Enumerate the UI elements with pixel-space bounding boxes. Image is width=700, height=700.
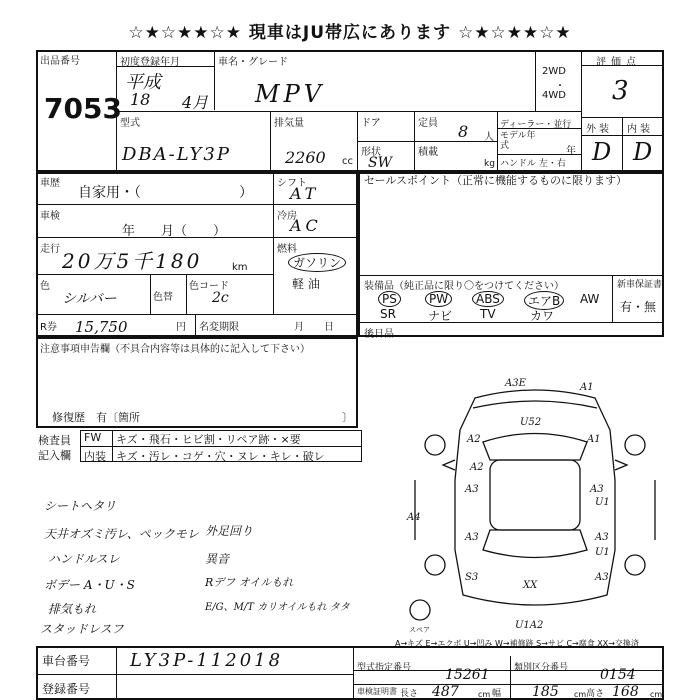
displacement-value: 2260 (285, 148, 326, 167)
dims-label: 車検証明書 (357, 687, 397, 696)
fuel-gas: ガソリン (288, 253, 346, 272)
repair-label: 修復歴 有〔箇所 (52, 411, 140, 424)
length-unit: cm (478, 690, 491, 699)
diag-label-6: A3 (590, 484, 604, 495)
int-insp-label: 内装 (84, 450, 106, 463)
height-value: 168 (612, 684, 639, 700)
recycle-value: 15,750 (75, 318, 128, 336)
load-label: 積載 (418, 147, 438, 158)
diag-label-14: A3 (595, 572, 609, 583)
diag-label-12: S3 (465, 572, 479, 583)
category-label: 類別区分番号 (514, 663, 569, 673)
shift-value: AT (290, 184, 320, 203)
typecert-value: 15261 (445, 667, 490, 683)
equip-tv: TV (480, 307, 496, 321)
ext-value: D (592, 138, 612, 166)
ac-value: AC (290, 216, 322, 235)
equip-sr: SR (380, 307, 396, 321)
mileage-unit: km (232, 262, 248, 273)
color-value: シルバー (62, 291, 117, 307)
door-label: ドア (361, 118, 381, 129)
diag-label-9: A4 (407, 512, 421, 523)
rating-label: 評価点 (596, 57, 641, 68)
diag-label-4: A1 (580, 382, 594, 393)
diag-label-11: U1 (595, 547, 610, 558)
car-label: 車名・グレード (218, 57, 288, 68)
modelyear-unit: 年 (566, 146, 576, 157)
diag-label-1: A2 (467, 434, 481, 445)
handle-label: ハンドル 左・右 (500, 159, 566, 169)
drive-dot: ・ (555, 81, 565, 92)
capacity-value: 8 (458, 122, 469, 141)
color-code-value: 2c (212, 290, 229, 306)
history-label: 車歴 (40, 178, 60, 189)
inspector-label1: 検査員 (38, 434, 71, 447)
handnote-1: シートヘタリ (44, 499, 117, 513)
handnote-3: ハンドルスレ (48, 552, 120, 566)
typecert-label: 型式指定番号 (357, 663, 412, 673)
car-diagram (395, 370, 675, 640)
shift-label: シフト (277, 178, 307, 189)
capacity-label: 定員 (418, 118, 438, 129)
car-name: MPV (255, 80, 326, 108)
equip-abs: ABS (472, 291, 504, 307)
inspector-label2: 記入欄 (38, 449, 71, 462)
equip-pw: PW (425, 291, 452, 307)
equip-leather: カワ (530, 309, 555, 323)
banner: ☆★☆★★☆★ 現車はJU帯広にあります ☆★☆★★☆★ (128, 23, 572, 43)
diag-label-0: A3E (505, 378, 526, 389)
sales-label: セールスポイント（正常に機能するものに限ります） (364, 174, 628, 187)
equip-ps: PS (378, 291, 401, 307)
int-label: 内装 (627, 124, 653, 135)
int-value: D (633, 138, 653, 166)
handnote2-3: Rデフ オイルもれ (205, 576, 294, 589)
displacement-label: 排気量 (274, 118, 304, 129)
diag-label-7: U1 (595, 497, 610, 508)
ac-label: 冷房 (277, 211, 297, 222)
diag-label-10: A3 (595, 532, 609, 543)
chassis-value: LY3P-112018 (130, 650, 284, 671)
length-value: 487 (432, 684, 459, 700)
dealer-label: ディーラー・並行 (500, 120, 572, 130)
diag-label-16: A2 (470, 462, 484, 473)
mileage-label: 走行 (40, 244, 60, 255)
mileage-value: 20万5千180 (62, 249, 203, 273)
fw-label: FW (84, 431, 102, 444)
handnote2-1: 外足回り (205, 524, 254, 538)
lot-label: 出品番号 (40, 56, 80, 67)
handnote-6: スタッドレスフ (40, 622, 124, 636)
namechange-value: 月 日 (294, 322, 334, 333)
ext-label: 外装 (586, 124, 612, 135)
fuel-light: 軽 油 (292, 277, 320, 291)
reg-month: 4月 (182, 93, 209, 112)
height-label: 高さ (586, 689, 605, 699)
equipment-label: 装備品（純正品に限り〇をつけてください） (364, 281, 564, 292)
registration-label: 登録番号 (42, 682, 91, 696)
drive-4wd: 4WD (542, 90, 566, 101)
width-value: 185 (532, 684, 559, 700)
width-label: 幅 (492, 689, 502, 699)
lot-number: 7053 (44, 92, 122, 125)
inspection-value: 年 月（ ） (122, 224, 227, 239)
color-code-label: 色コード (189, 281, 229, 292)
repair-close: 〕 (342, 411, 353, 424)
diag-spare: スペア (409, 626, 430, 634)
inspection-label: 車検 (40, 211, 60, 222)
shape-label: 形状 (361, 147, 381, 158)
diag-label-13: XX (523, 580, 538, 591)
recycle-label: R券 (40, 322, 57, 333)
load-unit: kg (484, 159, 495, 169)
color-exchange: 色替 (153, 292, 173, 303)
recycle-unit: 円 (176, 322, 186, 333)
shape-value: SW (368, 155, 392, 171)
equip-airbag: エアB (524, 291, 564, 310)
diag-label-15: U1A2 (515, 620, 544, 631)
namechange-label: 名変期限 (199, 322, 239, 333)
width-unit: cm (574, 690, 587, 699)
handnote-2: 天井オズミ汚レ、ペックモレ (44, 527, 199, 541)
diag-label-3: A1 (587, 434, 601, 445)
modelyear-label: モデル年式 (500, 131, 536, 151)
reg-era: 平成 (125, 72, 161, 93)
chassis-label: 車台番号 (42, 654, 91, 668)
height-unit: cm (650, 690, 663, 699)
diagram-legend: A→キズ E→エクボ U→凹み W→補修跡 S→サビ C→腐食 XX→交換済 (395, 639, 639, 648)
handnote-4: ボデー A・U・S (44, 578, 135, 592)
fw-text: キズ・飛石・ヒビ割・リペア跡・×要 (116, 433, 301, 446)
int-insp-text: キズ・汚レ・コゲ・穴・ヌレ・キレ・破レ (116, 450, 325, 463)
equip-aw: AW (580, 292, 600, 306)
model-label: 型式 (120, 118, 140, 129)
displacement-unit: cc (342, 156, 353, 167)
reg-year: 18 (130, 90, 151, 109)
handnote-5: 排気もれ (48, 602, 97, 616)
capacity-unit: 人 (484, 132, 494, 143)
drive-2wd: 2WD (542, 66, 566, 77)
fuel-label: 燃料 (277, 244, 297, 255)
diag-label-5: A3 (465, 484, 479, 495)
model-value: DBA-LY3P (122, 144, 231, 165)
warranty-label: 新車保証書 (617, 280, 663, 290)
handnote2-4: E/G、M/T カリオイルもれ タタ (205, 602, 350, 613)
notes-label: 注意事項申告欄（不具合内容等は具体的に記入して下さい） (40, 344, 310, 355)
color-label: 色 (40, 281, 50, 292)
handnote2-2: 異音 (205, 552, 230, 566)
length-label: 長さ (400, 689, 419, 699)
history-value: 自家用・（ ） (78, 185, 253, 201)
diag-label-2: U52 (520, 417, 542, 428)
equip-navi: ナビ (428, 309, 453, 323)
category-value: 0154 (600, 667, 636, 683)
backseat-label: 後日品 (364, 329, 394, 340)
diag-label-8: A3 (465, 532, 479, 543)
warranty-value: 有・無 (620, 300, 657, 314)
rating-value: 3 (612, 76, 629, 106)
reg-label: 初度登録年月 (120, 57, 180, 68)
sales-box (358, 172, 664, 337)
